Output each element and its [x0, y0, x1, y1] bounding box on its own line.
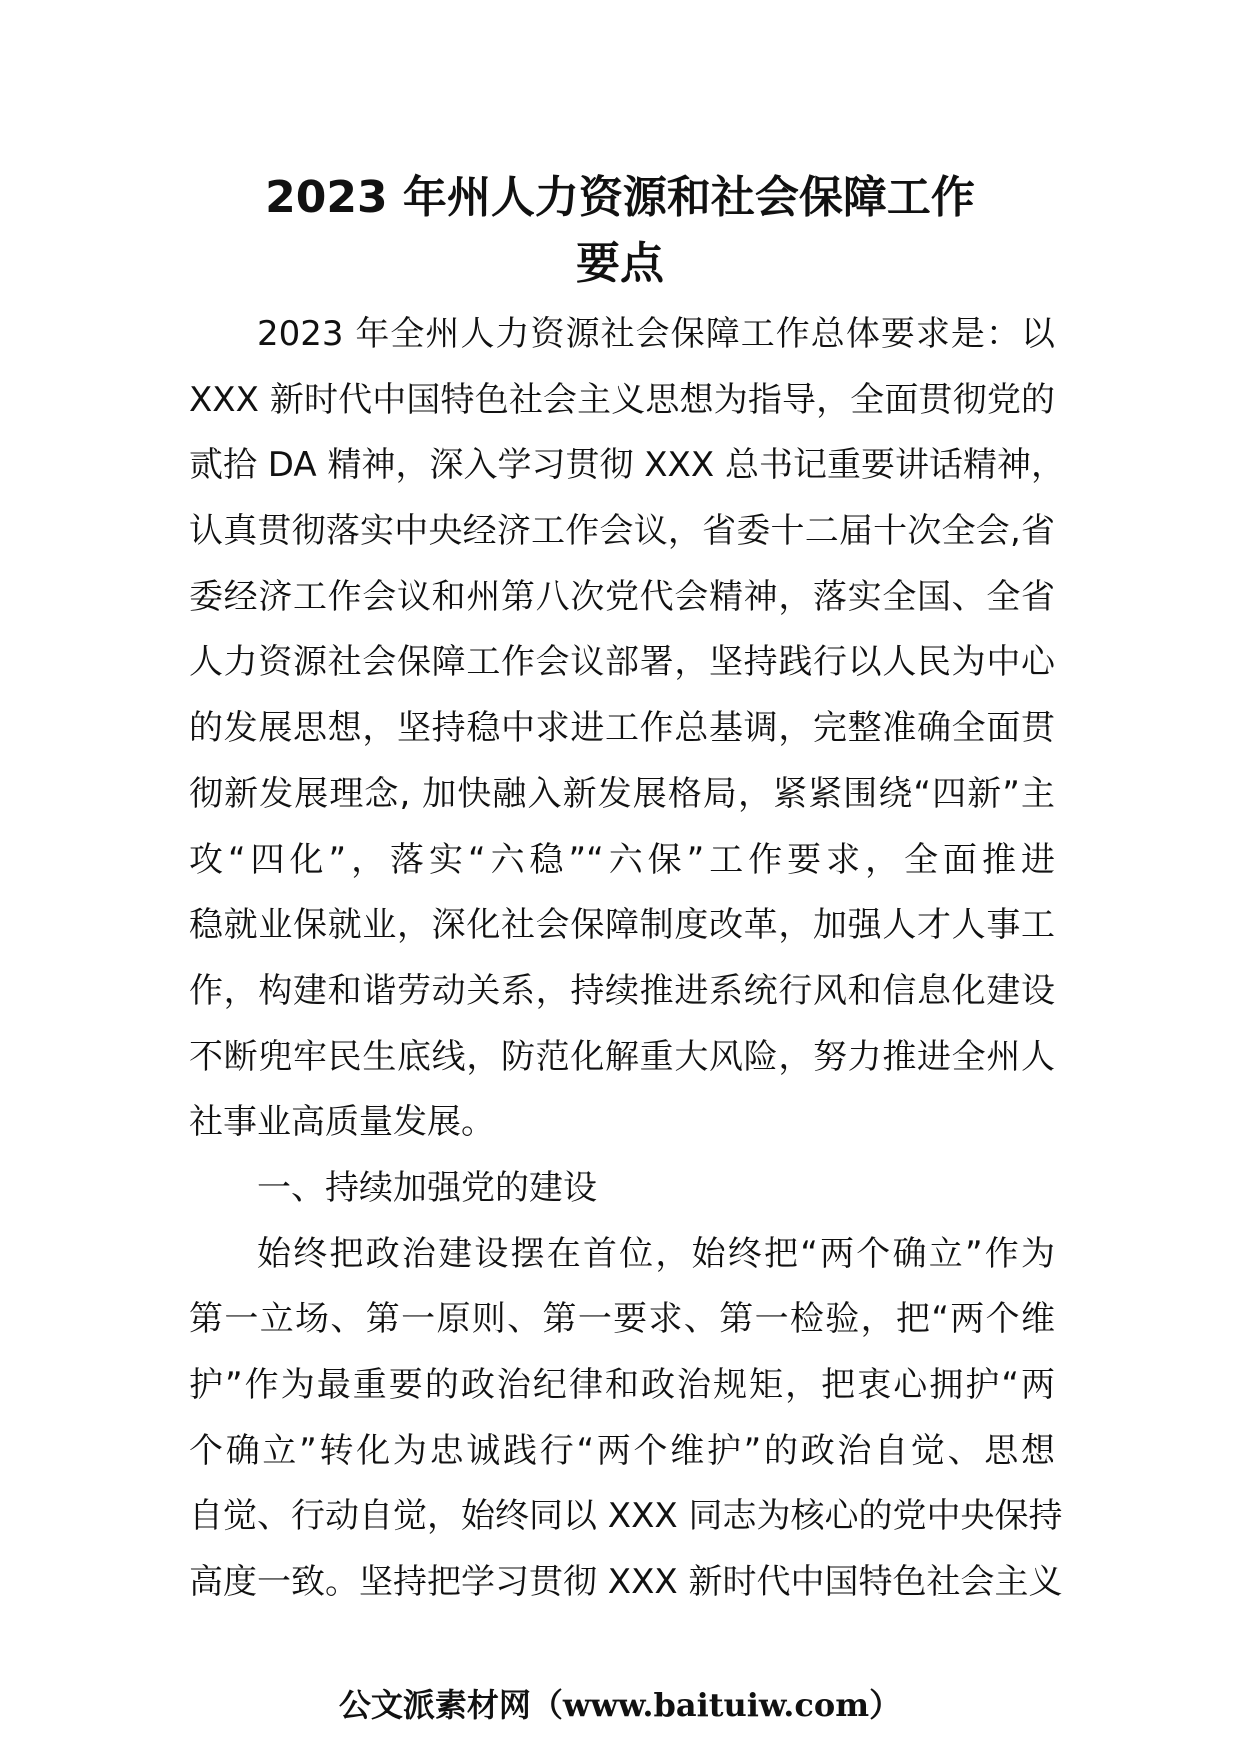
text-line: 稳就业保就业，深化社会保障制度改革，加强人才人事工: [189, 905, 1055, 946]
text-line: 人力资源社会保障工作会议部署，坚持践行以人民为中心: [189, 642, 1055, 683]
text-line: 2023 年全州人力资源社会保障工作总体要求是：以: [257, 314, 1055, 354]
text-line: 委经济工作会议和州第八次党代会精神，落实全国、全省: [189, 576, 1055, 617]
text-line: 社事业高质量发展。: [189, 1102, 495, 1143]
text-line: 始终把政治建设摆在首位，始终把“两个确立”作为: [257, 1233, 1055, 1274]
text-line: 高度一致。坚持把学习贯彻 XXX 新时代中国特色社会主义: [189, 1562, 1063, 1603]
document-title: 2023 年州人力资源和社会保障工作: [265, 172, 975, 223]
text-line: XXX 新时代中国特色社会主义思想为指导，全面贯彻党的: [189, 379, 1055, 420]
text-line: 一、持续加强党的建设: [257, 1167, 597, 1208]
text-line: 第一立场、第一原则、第一要求、第一检验，把“两个维: [189, 1299, 1055, 1340]
text-line: 贰拾 DA 精神，深入学习贯彻 XXX 总书记重要讲话精神，: [189, 445, 1065, 486]
text-line: 个确立”转化为忠诚践行“两个维护”的政治自觉、思想: [189, 1430, 1055, 1471]
text-line: 的发展思想，坚持稳中求进工作总基调，完整准确全面贯: [189, 708, 1055, 749]
document-title-continued: 要点: [576, 238, 664, 289]
text-line: 自觉、行动自觉，始终同以 XXX 同志为核心的党中央保持: [189, 1496, 1063, 1537]
document-body: [189, 302, 1065, 1616]
text-line: 攻“四化”，落实“六稳”“六保”工作要求，全面推进: [189, 839, 1055, 880]
text-line: 彻新发展理念, 加快融入新发展格局，紧紧围绕“四新”主: [189, 773, 1055, 814]
footer-watermark: 公文派素材网（www.baituiw.com）: [338, 1686, 902, 1724]
text-line: 护”作为最重要的政治纪律和政治规矩，把衷心拥护“两: [189, 1365, 1055, 1405]
text-line: 认真贯彻落实中央经济工作会议，省委十二届十次全会,省: [189, 511, 1055, 552]
text-line: 作，构建和谐劳动关系，持续推进系统行风和信息化建设: [189, 970, 1055, 1011]
text-line: 不断兜牢民生底线，防范化解重大风险，努力推进全州人: [189, 1036, 1055, 1077]
